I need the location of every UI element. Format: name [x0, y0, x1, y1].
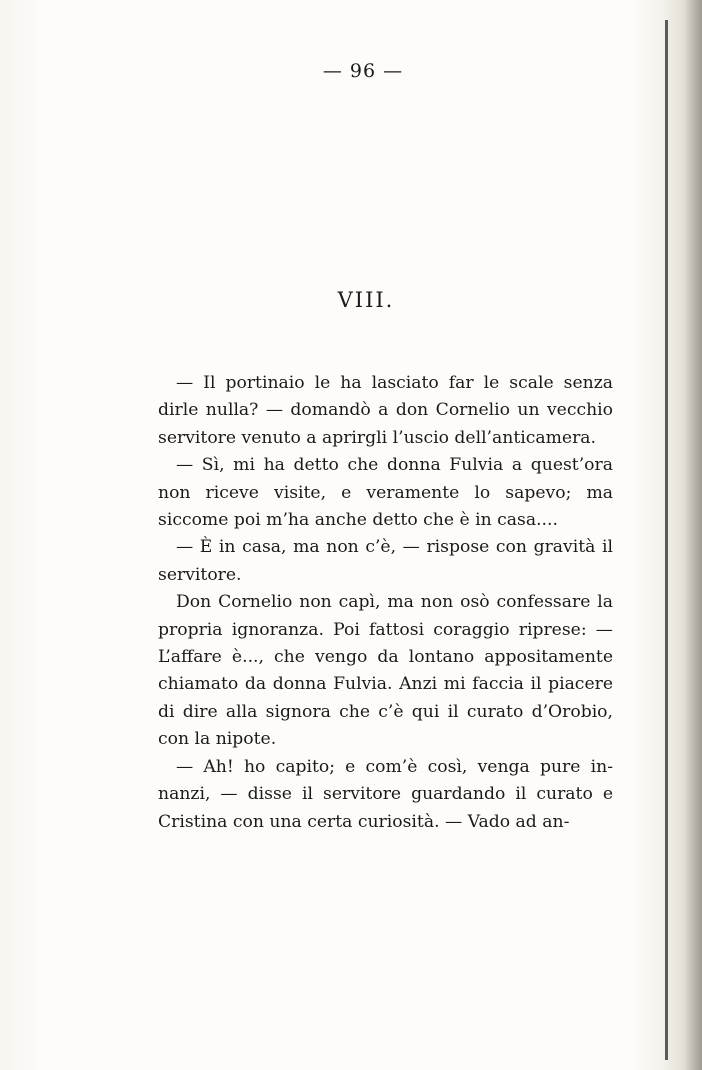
- paragraph: — È in casa, ma non c’è, — rispose con gravità il servitore.: [158, 537, 613, 585]
- body-text: [158, 370, 613, 836]
- page-binding-shadow: [662, 0, 702, 1070]
- paragraph: — Il portinaio le ha lasciato far le scale senza dirle nulla? — domandò a don Cornelio un vecchio servitore venuto a aprirgli l’uscio dell’anticamera.: [158, 373, 613, 448]
- page-binding-line: [665, 20, 668, 1060]
- paragraph: — Sì, mi ha detto che donna Fulvia a quest’ora non riceve visite, e veramente lo sapevo; ma siccome poi m’ha anche detto che è in casa....: [158, 455, 613, 531]
- chapter-heading: VIII.: [337, 288, 395, 312]
- paragraph: — Ah! ho capito; e com’è così, venga pure innanzi, — disse il servitore guardando il curato e Cristina con una certa curiosità. — Vado ad an-: [158, 756, 613, 832]
- paragraph: Don Cornelio non capì, ma non osò confessare la propria ignoranza. Poi fattosi coraggio riprese: — L’affare è..., che vengo da lontano appositamente chiamato da donna Fulvia. Anzi mi faccia il piacere di dire alla signora che c’è qui il curato d’Orobio, con la nipote.: [158, 592, 613, 750]
- page-number: — 96 —: [322, 60, 404, 82]
